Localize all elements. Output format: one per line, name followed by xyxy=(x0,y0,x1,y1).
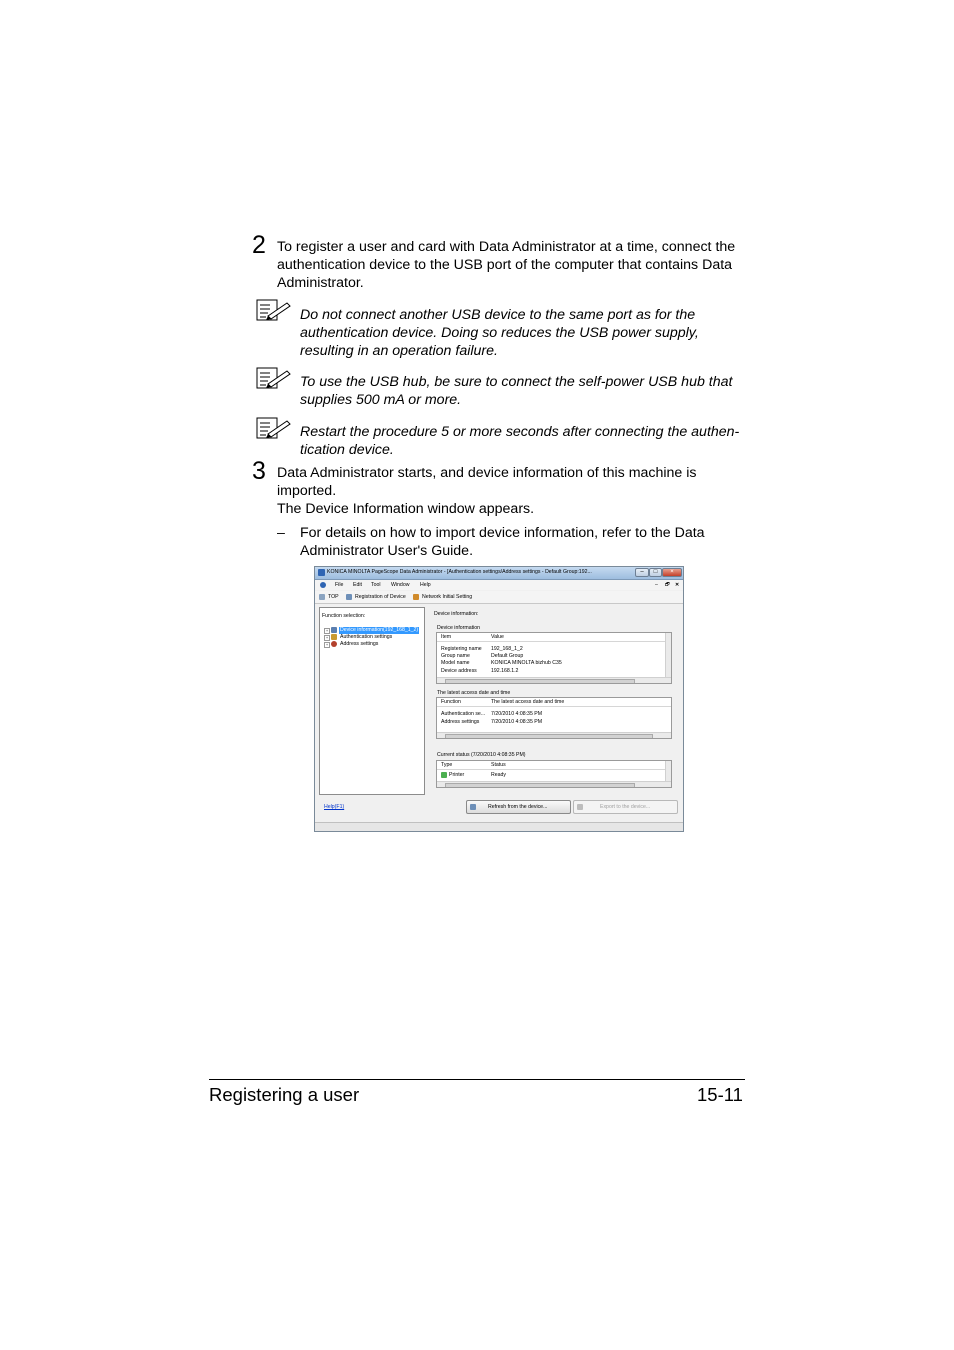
printer-add-icon xyxy=(346,594,352,600)
table-cell: 7/20/2010 4:08:35 PM xyxy=(491,719,543,725)
column-header: Value xyxy=(491,634,504,640)
table-cell: Model name xyxy=(441,660,470,666)
step-2-line: To register a user and card with Data Administrator at a time, connect the xyxy=(277,239,736,255)
step-3-text xyxy=(277,464,747,518)
footer-rule xyxy=(209,1079,745,1080)
table-cell: Ready xyxy=(491,772,506,778)
note-line: tication device. xyxy=(300,442,394,458)
column-header: Function xyxy=(441,699,461,705)
note-2-text xyxy=(300,373,760,409)
tree-item-label: Address settings xyxy=(340,641,379,647)
column-header: Type xyxy=(441,762,453,768)
close-button[interactable]: × xyxy=(662,568,682,577)
table-cell: KONICA MINOLTA bizhub C35 xyxy=(491,660,562,666)
table-cell: Device address xyxy=(441,668,477,674)
step-2-text xyxy=(277,238,747,292)
note-line: resulting in an operation failure. xyxy=(300,343,498,359)
step-3-line: The Device Information window appears. xyxy=(277,501,535,517)
table-cell: Default Group xyxy=(491,653,524,659)
device-icon xyxy=(331,627,337,633)
authentication-icon xyxy=(331,634,337,640)
home-icon xyxy=(319,594,325,600)
table-cell: 192.168.1.2 xyxy=(491,668,519,674)
data-administrator-window xyxy=(314,566,684,832)
window-titlebar xyxy=(315,567,683,580)
note-pencil-icon xyxy=(256,366,292,390)
scrollbar-thumb[interactable] xyxy=(445,679,635,684)
function-selection-label: Function selection: xyxy=(322,613,366,619)
refresh-from-device-button[interactable] xyxy=(466,800,571,814)
column-header: The latest access date and time xyxy=(491,699,565,705)
column-header: Item xyxy=(441,634,452,640)
footer-page-number: 15-11 xyxy=(697,1084,743,1105)
table-header xyxy=(437,633,671,642)
scrollbar-thumb[interactable] xyxy=(445,783,635,788)
menu-window[interactable]: Window xyxy=(391,582,410,588)
minimize-button[interactable]: – xyxy=(635,568,649,577)
table-cell: Group name xyxy=(441,653,470,659)
window-status-bar xyxy=(315,822,683,831)
tree-item-label: Device information(192_168_1_2) xyxy=(340,627,419,633)
step-3-number: 3 xyxy=(252,457,266,485)
step-3-sub-line: For details on how to import device information, refer to the Data xyxy=(300,525,705,541)
note-3-text xyxy=(300,423,760,459)
note-line: Restart the procedure 5 or more seconds after connecting the authen- xyxy=(300,424,740,440)
mdi-minimize-button[interactable]: – xyxy=(655,582,658,588)
note-pencil-icon xyxy=(256,416,292,440)
refresh-icon xyxy=(470,804,476,810)
menu-bar xyxy=(315,580,683,590)
menu-file[interactable]: File xyxy=(335,582,344,588)
mdi-close-button[interactable]: ✕ xyxy=(675,582,680,588)
table-cell: Printer xyxy=(449,772,465,778)
note-pencil-icon xyxy=(256,298,292,322)
maximize-button[interactable]: □ xyxy=(649,568,662,577)
step-2-line: authentication device to the USB port of the computer that contains Data xyxy=(277,257,733,273)
access-table xyxy=(436,697,672,739)
access-group-title: The latest access date and time xyxy=(437,690,511,696)
scrollbar-thumb[interactable] xyxy=(445,734,653,739)
table-cell: 7/20/2010 4:08:35 PM xyxy=(491,711,543,717)
status-group-title: Current status (7/20/2010 4:08:35 PM) xyxy=(437,752,526,758)
mdi-restore-button[interactable]: 🗗 xyxy=(665,582,670,588)
expand-icon[interactable]: + xyxy=(325,642,329,647)
menu-tool[interactable]: Tool xyxy=(371,582,381,588)
step-2-number: 2 xyxy=(252,231,266,259)
device-info-group-title: Device information xyxy=(437,625,480,631)
table-cell: 192_168_1_2 xyxy=(491,646,523,652)
help-circle-icon xyxy=(320,582,326,588)
menu-help[interactable]: Help xyxy=(420,582,431,588)
function-selection-panel xyxy=(319,607,425,795)
step-3-line: imported. xyxy=(277,483,337,499)
app-icon xyxy=(318,569,325,576)
table-cell: Registering name xyxy=(441,646,482,652)
device-info-table xyxy=(436,632,672,684)
export-button-label: Export to the device... xyxy=(600,804,651,810)
step-3-line: Data Administrator starts, and device information of this machine is xyxy=(277,465,697,481)
note-line: To use the USB hub, be sure to connect the self-power USB hub that xyxy=(300,374,733,390)
menu-edit[interactable]: Edit xyxy=(353,582,362,588)
column-header: Status xyxy=(491,762,506,768)
toolbar xyxy=(315,591,683,604)
horizontal-scrollbar[interactable] xyxy=(437,677,671,683)
step-3-sub-line: Administrator User's Guide. xyxy=(300,543,474,559)
vertical-scrollbar[interactable] xyxy=(665,761,671,781)
printer-ready-icon xyxy=(441,772,447,778)
export-to-device-button[interactable] xyxy=(573,800,678,814)
table-header xyxy=(437,698,671,707)
refresh-button-label: Refresh from the device... xyxy=(488,804,548,810)
vertical-scrollbar[interactable] xyxy=(665,633,671,677)
table-cell: Authentication se... xyxy=(441,711,486,717)
table-cell: Address settings xyxy=(441,719,480,725)
table-header xyxy=(437,761,671,770)
expand-icon[interactable]: + xyxy=(325,635,329,640)
export-icon xyxy=(577,804,583,810)
note-line: supplies 500 mA or more. xyxy=(300,392,462,408)
note-line: authentication device. Doing so reduces the USB power supply, xyxy=(300,325,699,341)
address-book-icon xyxy=(331,641,337,647)
horizontal-scrollbar[interactable] xyxy=(437,732,671,738)
horizontal-scrollbar[interactable] xyxy=(437,781,671,787)
note-1-text xyxy=(300,306,760,360)
window-bottom-bar xyxy=(315,799,683,819)
device-information-label: Device information: xyxy=(434,611,479,617)
step-3-sub-text xyxy=(300,524,750,560)
note-line: Do not connect another USB device to the same port as for the xyxy=(300,307,696,323)
expand-icon[interactable]: + xyxy=(325,628,329,633)
toolbar-registration[interactable]: Registration of Device xyxy=(355,594,406,600)
device-information-panel xyxy=(430,607,680,795)
step-2-line: Administrator. xyxy=(277,275,364,291)
help-link[interactable]: Help(F1) xyxy=(324,804,345,810)
network-icon xyxy=(413,594,419,600)
step-3-sub-dash: – xyxy=(277,525,285,541)
toolbar-network-setting[interactable]: Network Initial Setting xyxy=(422,594,473,600)
tree-item-label: Authentication settings xyxy=(340,634,393,640)
footer-section-title: Registering a user xyxy=(209,1084,360,1105)
window-title: KONICA MINOLTA PageScope Data Administrator - [Authentication settings/Address settings - Default Group:192... xyxy=(327,569,592,575)
status-table xyxy=(436,760,672,788)
toolbar-top[interactable]: TOP xyxy=(328,594,339,600)
